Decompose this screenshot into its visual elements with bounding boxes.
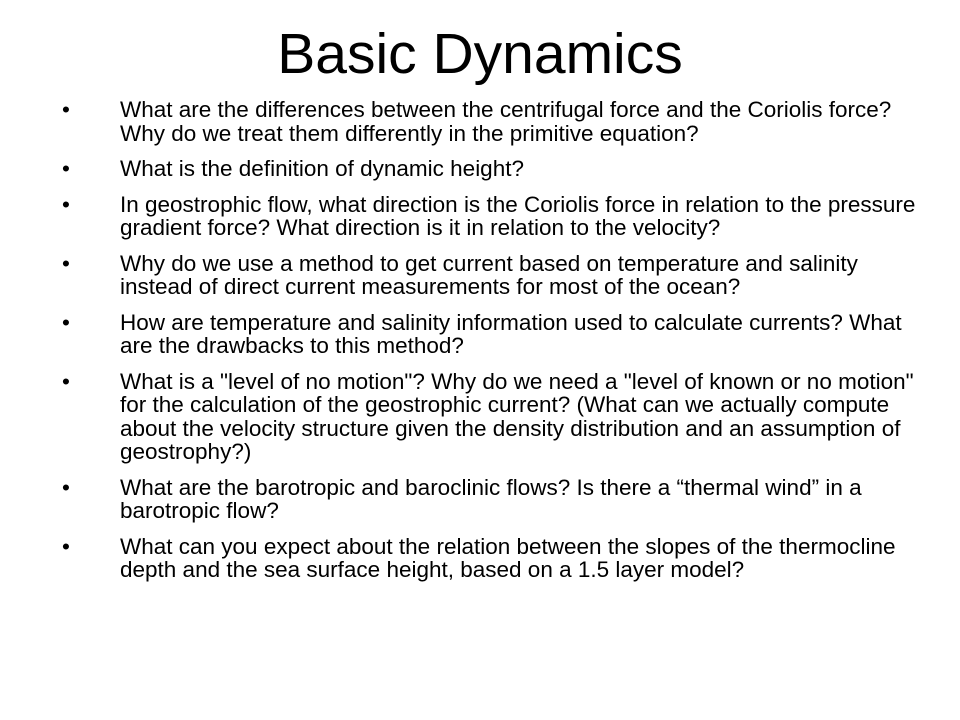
bullet-text: What are the barotropic and baroclinic flows? Is there a “thermal wind” in a barotropic flow? (120, 474, 862, 523)
bullet-text: How are temperature and salinity information used to calculate currents? What are the drawbacks to this method? (120, 309, 902, 358)
slide-title: Basic Dynamics (277, 22, 683, 86)
bullet-text: In geostrophic flow, what direction is the Coriolis force in relation to the pressure gradient force? What direction is it in relation to the velocity? (120, 191, 916, 240)
bullet-list (62, 98, 922, 594)
bullet-icon: • (62, 533, 70, 559)
list-item (62, 535, 922, 582)
bullet-icon: • (62, 191, 70, 217)
list-item (62, 370, 922, 464)
bullet-text: What can you expect about the relation between the slopes of the thermocline depth and the sea surface height, based on a 1.5 layer model? (120, 533, 896, 582)
list-item (62, 193, 922, 240)
bullet-icon: • (62, 156, 70, 181)
bullet-text: Why do we use a method to get current based on temperature and salinity instead of direct current measurements for most of the ocean? (120, 250, 858, 299)
bullet-text: What are the differences between the centrifugal force and the Coriolis force? Why do we treat them differently in the primitive equation? (120, 97, 892, 146)
bullet-text: What is the definition of dynamic height? (120, 156, 524, 181)
list-item (62, 311, 922, 358)
list-item (62, 252, 922, 299)
list-item (62, 476, 922, 523)
bullet-icon: • (62, 309, 70, 335)
bullet-icon: • (62, 368, 70, 394)
bullet-text: What is a "level of no motion"? Why do we need a "level of known or no motion" for the calculation of the geostrophic current? (What can we actually compute about the velocity structure given the density distribution and an assumption of geostrophy?) (120, 368, 914, 464)
bullet-icon: • (62, 250, 70, 276)
list-item (62, 157, 922, 181)
bullet-icon: • (62, 474, 70, 500)
list-item (62, 98, 922, 145)
bullet-icon: • (62, 97, 70, 122)
